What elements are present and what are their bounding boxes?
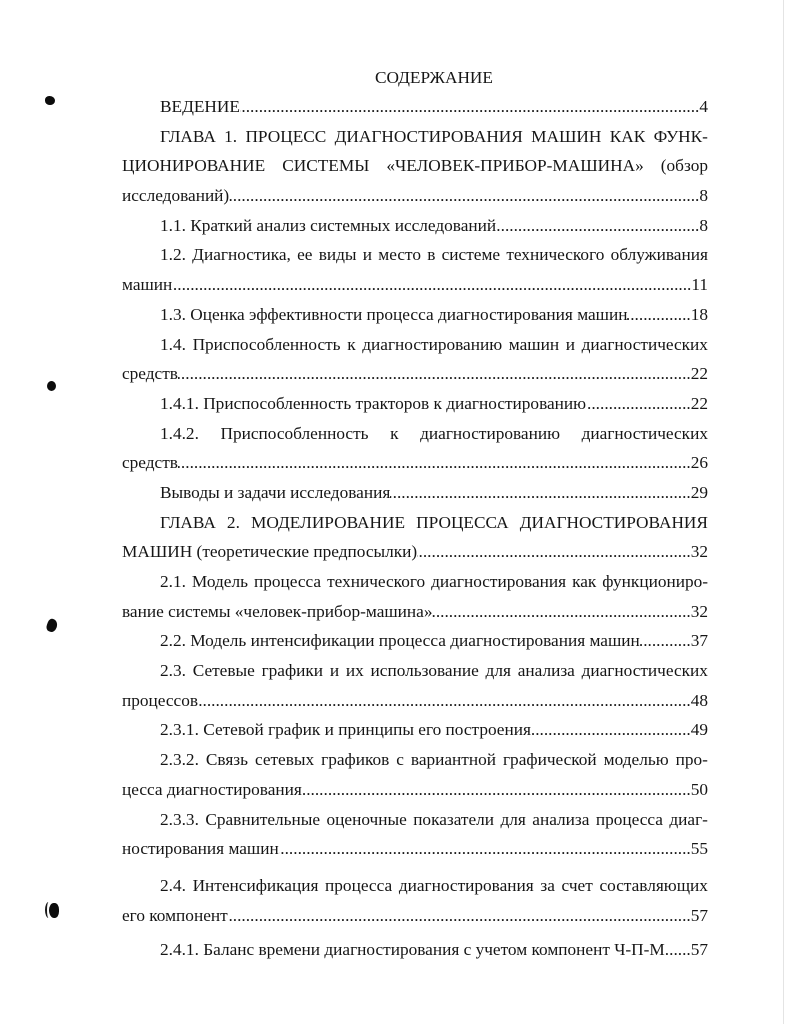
toc-line (122, 211, 708, 241)
toc-word: к (347, 334, 356, 354)
dot-leader (198, 686, 691, 716)
toc-word: в (427, 245, 436, 265)
toc-entry-title: МАШИН (теоретические предпосылки) (122, 542, 418, 562)
toc-word: ДИАГНОСТИРОВАНИЯ (519, 512, 708, 532)
toc-word: 1.2. (160, 245, 186, 265)
toc-line (122, 300, 708, 330)
toc-page-number: 55 (690, 839, 708, 859)
toc-word: Приспособленность (220, 423, 369, 443)
dot-leader (496, 211, 699, 241)
toc-word: ПРОЦЕССА (416, 512, 509, 532)
toc-entry-title: 1.3. Оценка эффективности процесса диагностирования машин (160, 304, 628, 324)
dot-leader (586, 389, 691, 419)
toc-word: «ЧЕЛОВЕК-ПРИБОР-МАШИНА» (386, 156, 644, 176)
toc-word: диагностированию (362, 334, 503, 354)
dot-leader (640, 626, 691, 656)
toc-line (122, 567, 708, 597)
dot-leader (229, 181, 699, 211)
toc-line (122, 715, 708, 745)
toc-line (122, 181, 708, 211)
toc-page-number: 37 (690, 631, 708, 651)
toc-entry-title: 1.1. Краткий анализ системных исследований (160, 215, 497, 235)
toc-page-number: 22 (690, 364, 708, 384)
toc-word: ее (297, 245, 313, 265)
toc-line (122, 834, 708, 864)
scan-edge-line (783, 0, 784, 1024)
toc-word: 2.3.3. (160, 809, 199, 829)
dot-leader (302, 775, 691, 805)
toc-entry-chapter-1 (122, 122, 708, 211)
toc-entry-title: ВЕДЕНИЕ (160, 97, 240, 116)
toc-entry-title: средств (122, 364, 178, 384)
toc-word: 1.4.2. (160, 423, 199, 443)
dot-leader (417, 537, 691, 567)
toc-word: 2.3. (160, 661, 186, 681)
toc-page-number: 8 (699, 215, 708, 235)
toc-word: графики (261, 661, 324, 681)
toc-line (122, 935, 708, 965)
toc-line (122, 359, 708, 389)
dot-leader (178, 359, 691, 389)
toc-word: МАШИН (531, 126, 602, 146)
toc-page-number: 22 (690, 393, 708, 413)
toc-word: технического (327, 572, 426, 591)
toc-word: Приспособленность (192, 334, 341, 354)
toc-word: диагностических (581, 661, 708, 681)
toc-word: ПРОЦЕСС (245, 126, 327, 146)
toc-page-number: 57 (690, 905, 708, 925)
toc-word: их (345, 661, 364, 681)
toc-entry-2-3 (122, 656, 708, 715)
toc-word: диагностированию (420, 423, 561, 443)
toc-word: диаг- (669, 809, 708, 829)
toc-word: и (329, 661, 340, 681)
toc-word: Связь (205, 750, 248, 770)
toc-line (122, 775, 708, 805)
toc-word: виды (318, 245, 357, 265)
toc-line (122, 448, 708, 478)
toc-page-number: 57 (690, 940, 708, 960)
toc-word: счет (561, 875, 593, 895)
toc-word: сетевых (254, 750, 315, 770)
toc-word: процесса (595, 809, 663, 829)
toc-word: моделью (603, 750, 669, 770)
toc-word: диагностирования (398, 875, 534, 895)
toc-word: 2. (226, 512, 240, 532)
toc-line (122, 508, 708, 538)
table-of-contents (122, 92, 708, 965)
toc-entry-title: средств (122, 453, 178, 473)
toc-word: МОДЕЛИРОВАНИЕ (251, 512, 406, 532)
toc-word: ДИАГНОСТИРОВАНИЯ (334, 126, 523, 146)
toc-word: ГЛАВА (160, 126, 216, 146)
toc-line (122, 686, 708, 716)
dot-leader (531, 715, 691, 745)
toc-word: Интенсификация (192, 875, 319, 895)
dot-leader (240, 92, 699, 122)
dot-leader (665, 935, 691, 965)
toc-word: и (565, 334, 575, 354)
toc-word: для (485, 661, 511, 681)
toc-word: диагностических (581, 423, 708, 443)
toc-word: Модель (191, 572, 248, 591)
toc-entry-2-3-1 (122, 715, 708, 745)
toc-entry-title: его компонент (122, 905, 228, 925)
toc-word: Диагностика, (192, 245, 291, 265)
toc-word: с (396, 750, 404, 770)
toc-word: как (572, 572, 597, 591)
dot-leader (432, 597, 690, 627)
toc-entry-2-2 (122, 626, 708, 656)
toc-word: анализа (532, 809, 590, 829)
toc-word: составляющих (599, 875, 708, 895)
toc-page-number: 50 (690, 779, 708, 799)
toc-line (122, 330, 708, 360)
toc-page-number: 48 (690, 690, 708, 710)
punch-hole-mark (45, 902, 52, 918)
toc-word: про- (675, 750, 708, 770)
toc-entry-title: вание системы «человек-прибор-машина» (122, 601, 433, 621)
toc-word: диагностирования (431, 572, 567, 591)
toc-word: графиков (321, 750, 390, 770)
toc-word: анализа (517, 661, 575, 681)
dot-leader (178, 448, 691, 478)
toc-line (122, 92, 708, 122)
toc-word: ЦИОНИРОВАНИЕ (122, 156, 266, 176)
dot-leader (228, 901, 691, 931)
toc-page-number: 49 (690, 720, 708, 740)
toc-word: к (390, 423, 399, 443)
toc-line (122, 122, 708, 152)
toc-line (122, 240, 708, 270)
toc-word: показатели (413, 809, 495, 829)
toc-entry-2-1 (122, 567, 708, 626)
toc-entry-1-4-1 (122, 389, 708, 419)
toc-word: графической (502, 750, 597, 770)
toc-entry-2-4-1 (122, 935, 708, 965)
toc-entry-title: процессов (122, 690, 199, 710)
toc-word: 2.3.2. (160, 750, 199, 770)
toc-entry-1-3 (122, 300, 708, 330)
toc-word: Сравнительные (205, 809, 321, 829)
toc-entry-title: Выводы и задачи исследования (160, 482, 391, 502)
toc-word: диагностических (581, 334, 708, 354)
toc-word: функциониро- (602, 572, 708, 591)
toc-word: за (540, 875, 555, 895)
toc-page-number: 18 (690, 304, 708, 324)
toc-word: облуживания (610, 245, 708, 265)
toc-page-number: 11 (691, 275, 708, 295)
toc-entry-1-4-2 (122, 419, 708, 478)
punch-hole-mark (47, 381, 56, 391)
toc-entry-conclusions (122, 478, 708, 508)
toc-word: 2.4. (160, 875, 186, 895)
toc-page-number: 29 (690, 482, 708, 502)
toc-entry-title: машин (122, 275, 173, 295)
toc-word: СИСТЕМЫ (282, 156, 370, 176)
dot-leader (627, 300, 690, 330)
toc-entry-1-4 (122, 330, 708, 389)
toc-word: 2.1. (160, 572, 186, 591)
toc-line (122, 871, 708, 901)
toc-word: (обзор (660, 156, 708, 176)
toc-entry-title: 2.3.1. Сетевой график и принципы его построения (160, 720, 531, 740)
toc-entry-title: 2.2. Модель интенсификации процесса диагностирования машин (160, 631, 640, 651)
toc-title: СОДЕРЖАНИЕ (375, 68, 493, 87)
toc-entry-title: 1.4.1. Приспособленность тракторов к диагностированию (160, 393, 587, 413)
toc-line (122, 656, 708, 686)
toc-page-number: 32 (690, 542, 708, 562)
toc-word: процесса (325, 875, 393, 895)
toc-line (122, 805, 708, 835)
toc-entry-2-4 (122, 871, 708, 930)
toc-entry-introduction (122, 92, 708, 122)
toc-page-number: 32 (690, 601, 708, 621)
toc-line (122, 626, 708, 656)
toc-line (122, 270, 708, 300)
toc-entry-1-2 (122, 240, 708, 299)
toc-line (122, 389, 708, 419)
punch-hole-mark (45, 618, 59, 634)
toc-page-number: 4 (699, 97, 708, 116)
toc-word: использование (370, 661, 479, 681)
toc-word: вариантной (410, 750, 496, 770)
toc-entry-title: 2.4.1. Баланс времени диагностирования с учетом компонент Ч-П-М (160, 940, 665, 960)
dot-leader (390, 478, 690, 508)
toc-line (122, 901, 708, 931)
toc-line (122, 478, 708, 508)
toc-word: технического (506, 245, 605, 265)
dot-leader (279, 834, 691, 864)
toc-entry-title: исследований) (122, 186, 230, 206)
toc-word: оценочные (326, 809, 407, 829)
toc-line (122, 537, 708, 567)
toc-word: 1.4. (160, 334, 186, 354)
toc-word: системе (441, 245, 501, 265)
toc-word: для (500, 809, 526, 829)
toc-word: ФУНК- (653, 126, 708, 146)
toc-line (122, 597, 708, 627)
toc-entry-title: ностирования машин (122, 839, 279, 859)
toc-page-number: 26 (690, 453, 708, 473)
toc-word: машин (508, 334, 560, 354)
toc-line (122, 151, 708, 181)
toc-page-number: 8 (699, 186, 708, 206)
toc-entry-chapter-2 (122, 508, 708, 567)
toc-line (122, 419, 708, 449)
toc-word: 1. (224, 126, 238, 146)
toc-line (122, 745, 708, 775)
toc-word: ГЛАВА (160, 512, 216, 532)
toc-entry-2-3-3 (122, 805, 708, 864)
toc-word: КАК (609, 126, 646, 146)
toc-word: и (362, 245, 373, 265)
punch-hole-mark (45, 96, 55, 105)
toc-entry-2-3-2 (122, 745, 708, 804)
toc-word: процесса (253, 572, 322, 591)
toc-word: место (378, 245, 421, 265)
toc-entry-1-1 (122, 211, 708, 241)
dot-leader (172, 270, 691, 300)
toc-word: Сетевые (192, 661, 255, 681)
toc-entry-title: цесса диагностирования (122, 779, 302, 799)
